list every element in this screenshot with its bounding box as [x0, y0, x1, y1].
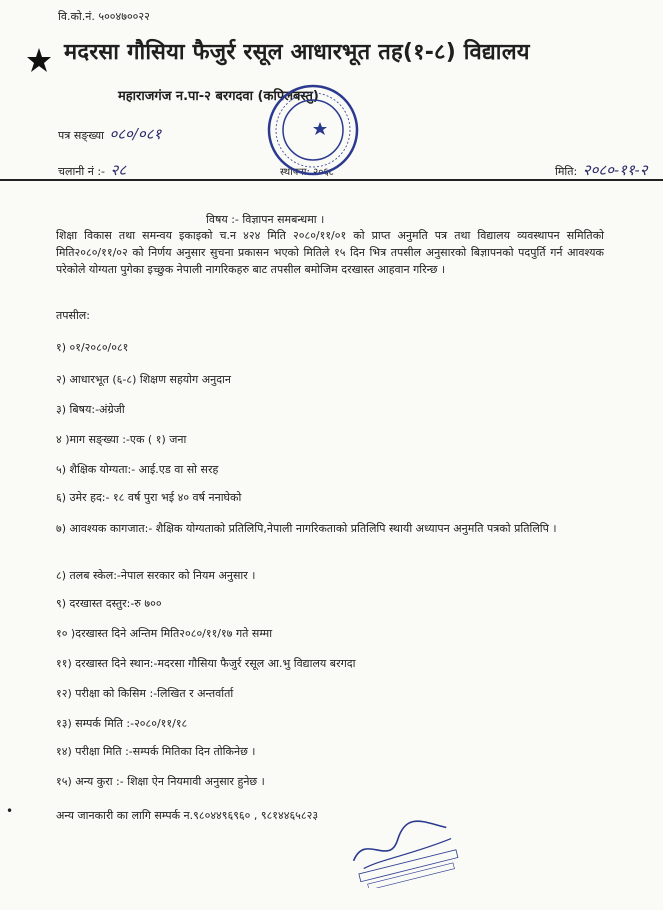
- school-seal-icon: [265, 82, 361, 178]
- registration-number: वि.को.नं. ५००४७००२२: [58, 10, 150, 23]
- list-item: ४ )माग सङ्ख्या :-एक ( १) जना: [56, 433, 187, 446]
- list-item: ८) तलब स्केल:-नेपाल सरकार को नियम अनुसार ।: [56, 569, 256, 582]
- list-item: ६) उमेर हद:- १८ वर्ष पुरा भई ४० वर्ष ननाघेको: [56, 491, 242, 504]
- list-item: ११) दरखास्त दिने स्थान:-मदरसा गौसिया फैजुर्र रसूल आ.भु विद्यालय बरगदा: [56, 657, 356, 670]
- list-item: १) ०१/२०८०/०८१: [56, 341, 129, 354]
- headmaster-signature-stamp: [340, 808, 470, 888]
- list-item: १४) परीक्षा मिति :-सम्पर्क मितिका दिन तोकिनेछ ।: [56, 745, 256, 758]
- list-item: १३) सम्पर्क मिति :-२०८०/११/१८: [56, 717, 188, 730]
- list-item: ९) दरखास्त दस्तुर:-रु ७००: [56, 597, 162, 610]
- school-name: मदरसा गौसिया फैजुर्र रसूल आधारभूत तह(१-८) विद्यालय: [64, 40, 530, 65]
- dispatch-label: चलानी नं :-: [58, 165, 106, 178]
- dispatch-number: [58, 160, 126, 180]
- letter-intro: शिक्षा विकास तथा समन्वय इकाइको च.न ४२४ मिति २०८०/११/०१ को प्राप्त अनुमति पत्र तथा विद्यालय व्यवस्थापन समितिको मिति२०८०/११/०२ को निर्णय अनुसार सुचना प्रकासन भएको मितिले १५ दिन भित्र तपसील अनुसारको बिज्ञापनको पदपुर्ति गर्न आवश्यक परेकोले योग्यता पुगेका इच्छुक नेपाली नागरिकहरु बाट तपसील बमोजिम दरखास्त आहवान गरिन्छ ।: [56, 229, 604, 276]
- details-heading: तपसील:: [56, 309, 90, 322]
- dispatch-value: २८: [110, 161, 127, 179]
- list-item: ७) आवश्यक कागजात:- शैक्षिक योग्यताको प्रतिलिपि,नेपाली नागरिकताको प्रतिलिपि स्थायी अध्यापन अनुमति पत्रको प्रतिलिपि ।: [56, 522, 557, 535]
- list-item: १२) परीक्षा को किसिम :-लिखित र अन्तर्वार्ता: [56, 687, 234, 700]
- reference-label: पत्र सङ्ख्या: [58, 129, 104, 142]
- letter-subject: विषय :- विज्ञापन समबन्धमा ।: [206, 213, 325, 226]
- contact-line: अन्य जानकारी का लागि सम्पर्क न.९८०४४९६९६० , ९८१४४६५८२३: [56, 809, 319, 822]
- list-item: ३) बिषय:-अंग्रेजी: [56, 403, 125, 416]
- date-value: २०८०-११-२: [582, 161, 648, 179]
- date-label: मिति:: [555, 165, 578, 178]
- established-year: स्थापना: २०६८: [280, 167, 334, 178]
- list-item: १० )दरखास्त दिने अन्तिम मिति२०८०/११/१७ गते सम्मा: [56, 627, 273, 640]
- margin-dot: •: [6, 804, 14, 818]
- crescent-star-icon: [6, 28, 58, 88]
- reference-number: [58, 124, 161, 144]
- reference-value: ०८०/०८१: [109, 125, 162, 143]
- list-item: ५) शैक्षिक योग्यता:- आई.एड वा सो सरह: [56, 463, 219, 476]
- list-item: २) आधारभूत (६-८) शिक्षण सहयोग अनुदान: [56, 373, 232, 386]
- school-address: महाराजगंज न.पा-२ बरगदवा (कपिलबस्तु): [118, 89, 319, 104]
- list-item: १५) अन्य कुरा :- शिक्षा ऐन नियमावी अनुसार हुनेछ ।: [56, 775, 265, 788]
- letter-date: [555, 160, 648, 180]
- header-divider: [0, 179, 663, 181]
